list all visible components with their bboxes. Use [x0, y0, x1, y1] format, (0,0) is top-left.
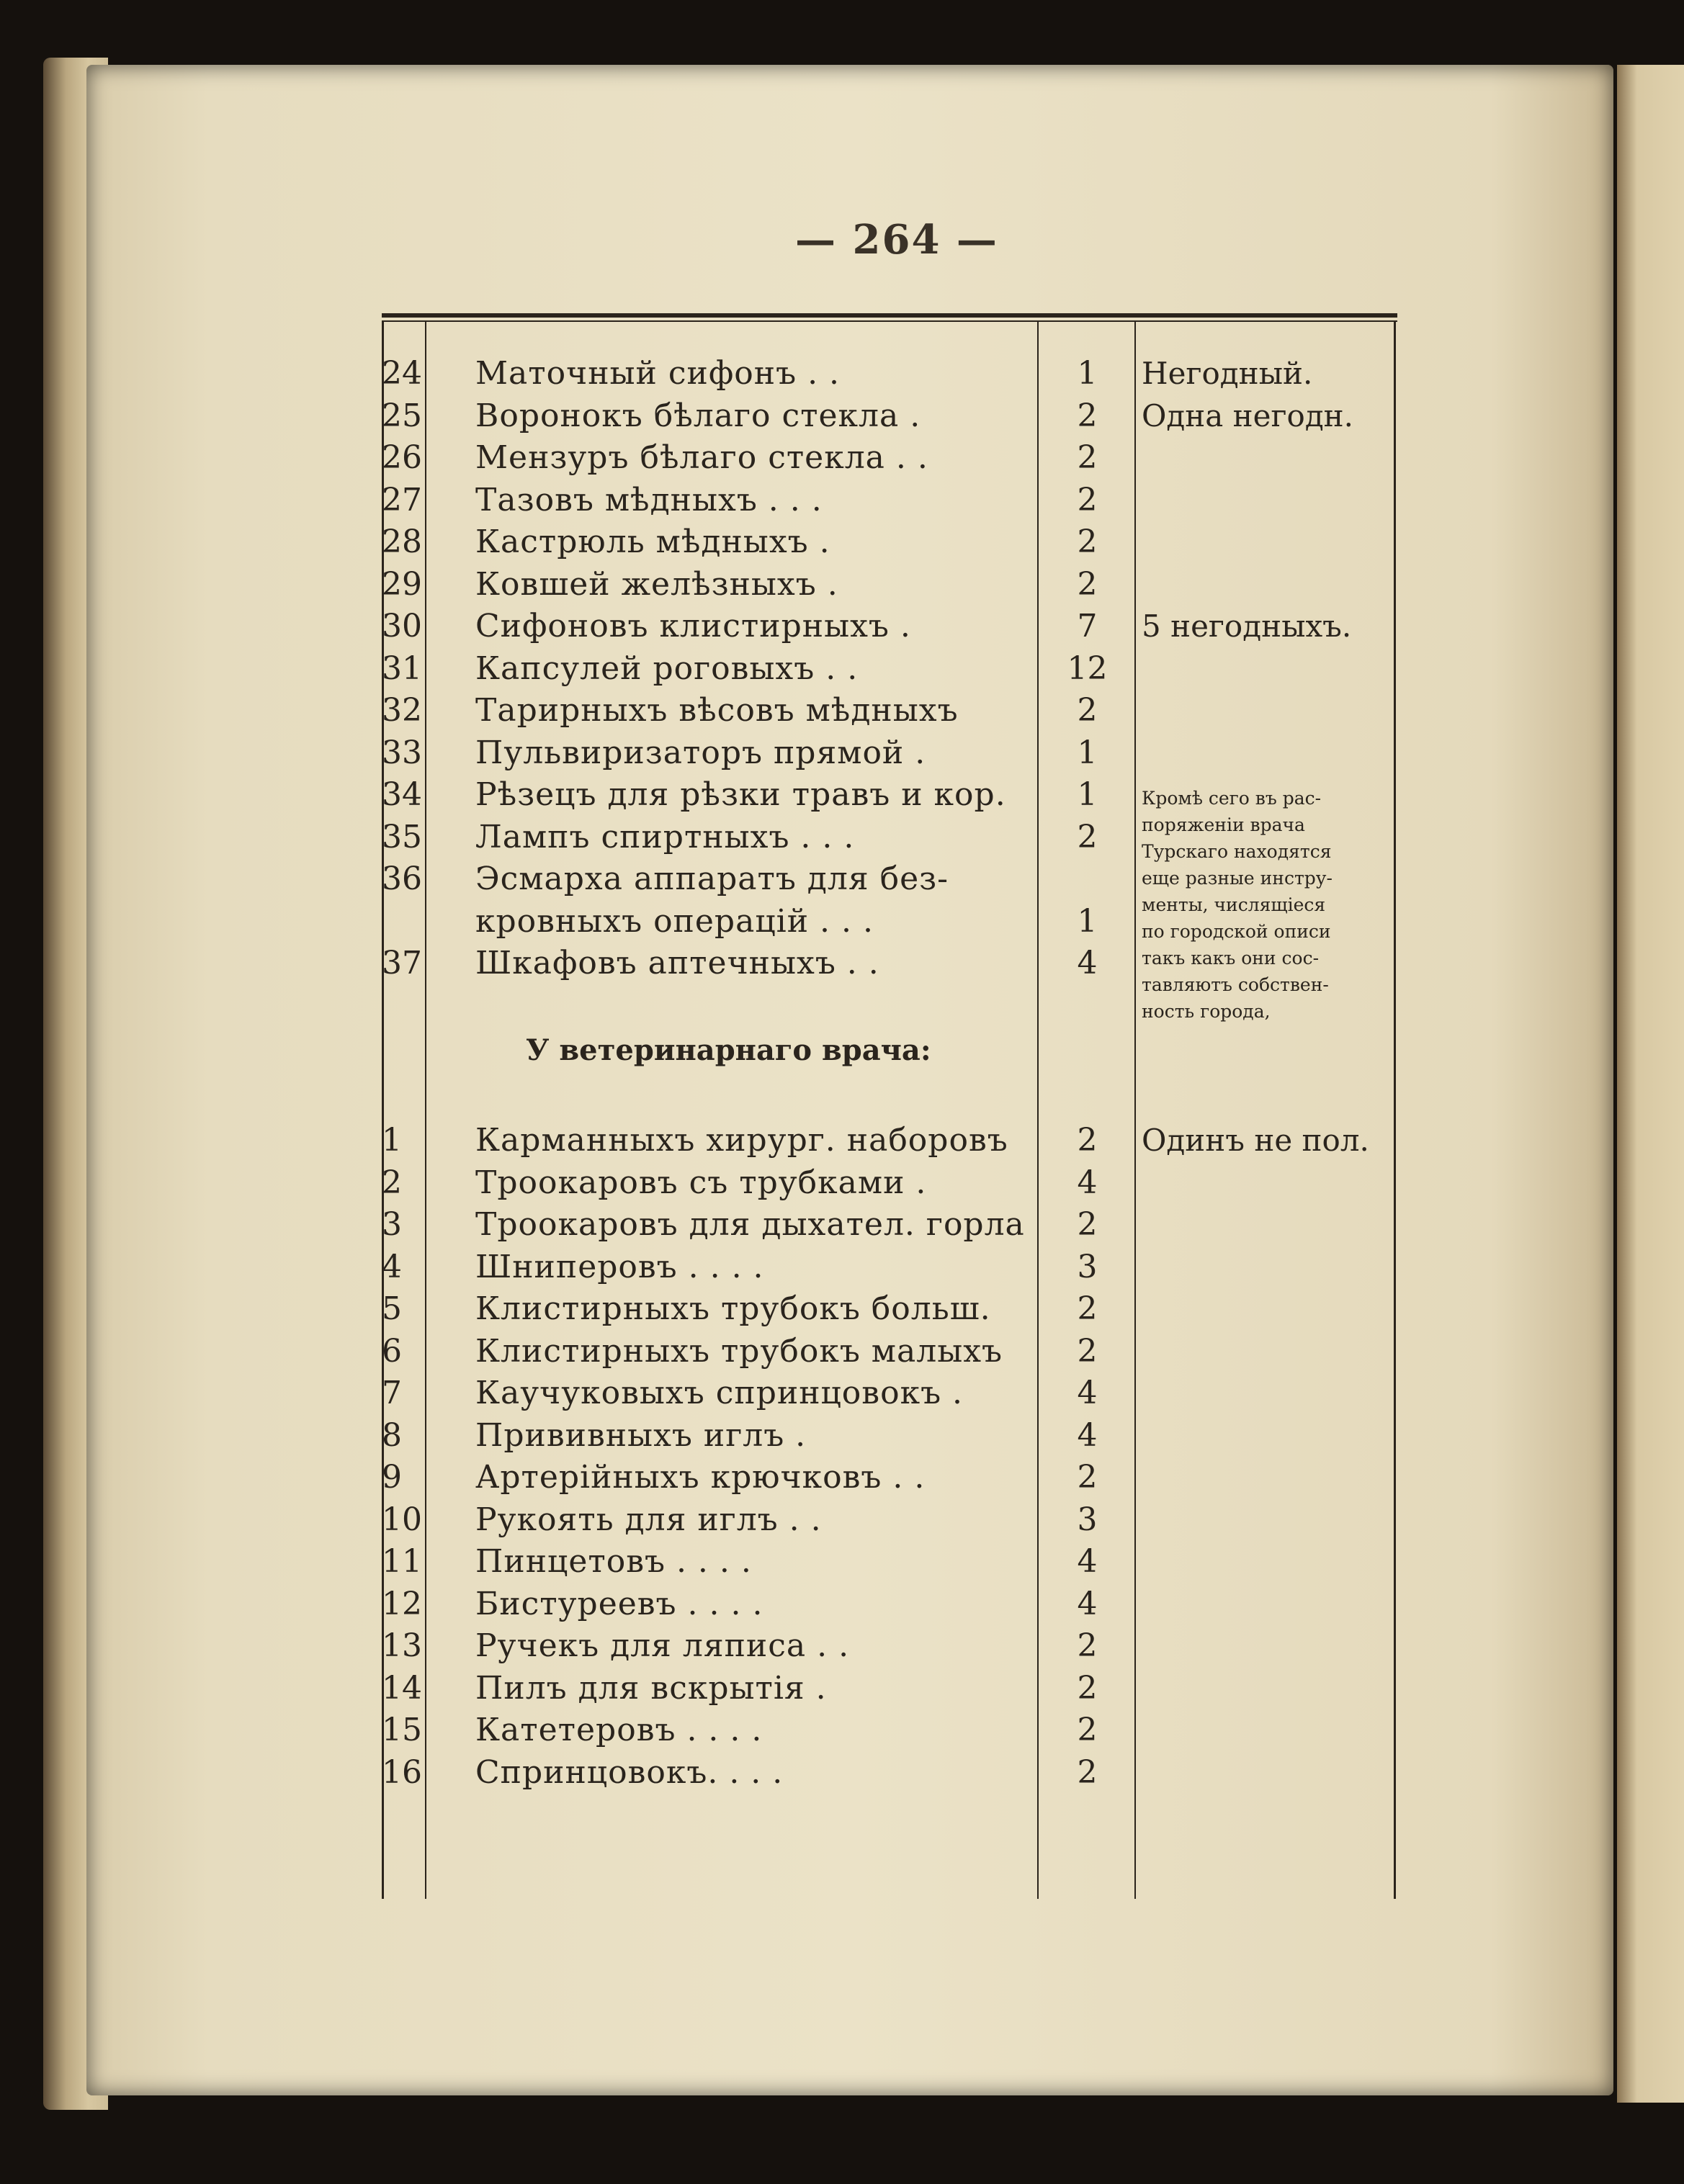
- side-note: [1142, 785, 1390, 1025]
- item-name: Эсмарха аппаратъ для без-: [475, 860, 949, 897]
- side-note-line: еще разные инстру-: [1142, 868, 1333, 889]
- item-name: Лампъ спиртныхъ . . .: [475, 818, 855, 855]
- item-name: Кастрюль мѣдныхъ .: [475, 523, 830, 560]
- item-name: Сифоновъ клистирныхъ .: [475, 608, 911, 644]
- item-name: Спринцовокъ. . . .: [475, 1753, 784, 1791]
- item-quantity: 3: [1077, 1248, 1098, 1285]
- page-number: — 264 —: [795, 216, 998, 264]
- table-row: [382, 606, 1397, 647]
- table-row: [382, 732, 1397, 774]
- item-quantity: 2: [1077, 1669, 1098, 1707]
- item-quantity: 12: [1067, 650, 1108, 687]
- row-number: 13: [382, 1627, 422, 1664]
- item-name: Шкафовъ аптечныхъ . .: [475, 945, 879, 981]
- item-name: Троокаровъ для дыхател. горла: [475, 1206, 1025, 1243]
- table-row: [382, 395, 1397, 437]
- item-quantity: 4: [1077, 1164, 1098, 1201]
- table-row: [382, 1457, 1397, 1498]
- table-row: [382, 1583, 1397, 1625]
- item-name: Пульвиризаторъ прямой .: [475, 734, 926, 771]
- item-name: Капсулей роговыхъ . .: [475, 650, 859, 687]
- item-note: 5 негодныхъ.: [1142, 608, 1352, 644]
- item-name: Маточный сифонъ . .: [475, 355, 841, 392]
- row-number: 16: [382, 1753, 422, 1791]
- row-number: 35: [382, 818, 422, 855]
- table-row: [382, 437, 1397, 479]
- item-name: Пилъ для вскрытія .: [475, 1669, 827, 1707]
- inventory-table: [382, 313, 1397, 1908]
- side-note-line: ность города,: [1142, 1001, 1271, 1022]
- row-number: 34: [382, 776, 422, 813]
- item-name: Шниперовъ . . . .: [475, 1248, 764, 1285]
- side-note-line: Турскаго находятся: [1142, 841, 1332, 862]
- item-name: Прививныхъ иглъ .: [475, 1416, 807, 1454]
- next-page-edge: [1617, 65, 1684, 2103]
- table-row: [382, 1625, 1397, 1667]
- table-row: [382, 353, 1397, 395]
- row-number: 29: [382, 565, 422, 603]
- item-name: Пинцетовъ . . . .: [475, 1543, 752, 1580]
- item-quantity: 2: [1077, 1332, 1098, 1370]
- row-number: 3: [382, 1206, 402, 1243]
- item-quantity: 4: [1077, 945, 1098, 981]
- row-number: 30: [382, 608, 422, 644]
- item-quantity: 4: [1077, 1375, 1098, 1411]
- table-row: [382, 1331, 1397, 1372]
- item-quantity: 2: [1077, 565, 1098, 603]
- item-name: Клистирныхъ трубокъ больш.: [475, 1290, 991, 1327]
- row-number: 2: [382, 1164, 402, 1201]
- item-quantity: 3: [1077, 1501, 1098, 1538]
- side-note-line: поряженіи врача: [1142, 814, 1305, 835]
- row-number: 31: [382, 650, 422, 687]
- row-number: 15: [382, 1712, 422, 1748]
- table-row: [382, 1246, 1397, 1288]
- item-name: Ручекъ для ляписа . .: [475, 1627, 850, 1664]
- item-quantity: 2: [1077, 397, 1098, 434]
- table-row: [382, 1709, 1397, 1751]
- item-quantity: 2: [1077, 523, 1098, 560]
- row-number: 24: [382, 355, 422, 392]
- row-number: 33: [382, 734, 422, 771]
- item-quantity: 2: [1077, 1290, 1098, 1327]
- row-number: 25: [382, 397, 422, 434]
- row-number: 36: [382, 860, 422, 897]
- item-quantity: 2: [1077, 1753, 1098, 1791]
- item-name: Артерійныхъ крючковъ . .: [475, 1459, 926, 1496]
- row-number: 9: [382, 1459, 402, 1496]
- table-row: [382, 648, 1397, 690]
- item-name: Бистуреевъ . . . .: [475, 1585, 763, 1622]
- table-row: [382, 1372, 1397, 1414]
- item-name: Каучуковыхъ спринцовокъ .: [475, 1375, 964, 1411]
- item-name: Клистирныхъ трубокъ малыхъ: [475, 1332, 1003, 1370]
- item-quantity: 4: [1077, 1585, 1098, 1622]
- table-row: [382, 480, 1397, 521]
- item-quantity: 2: [1077, 439, 1098, 476]
- item-name: Карманныхъ хирург. наборовъ: [475, 1122, 1008, 1159]
- row-number: 1: [382, 1122, 402, 1159]
- item-quantity: 2: [1077, 1206, 1098, 1243]
- table-top-rule-thin: [382, 320, 1397, 322]
- row-number: 7: [382, 1375, 402, 1411]
- table-row: [382, 521, 1397, 563]
- item-name: Катетеровъ . . . .: [475, 1712, 763, 1748]
- item-note: Одна негодн.: [1142, 397, 1354, 433]
- row-number: 4: [382, 1248, 402, 1285]
- item-quantity: 2: [1077, 818, 1098, 855]
- table-row: [382, 1541, 1397, 1583]
- side-note-line: по городской описи: [1142, 921, 1331, 942]
- item-name: Воронокъ бѣлаго стекла .: [475, 397, 921, 434]
- item-name: Рѣзецъ для рѣзки травъ и кор.: [475, 776, 1006, 813]
- item-quantity: 4: [1077, 1416, 1098, 1454]
- item-quantity: 7: [1077, 608, 1098, 644]
- section-subheading: У ветеринарнаго врача:: [526, 1033, 931, 1067]
- row-number: 11: [382, 1543, 422, 1580]
- item-quantity: 2: [1077, 1122, 1098, 1159]
- row-number: 12: [382, 1585, 422, 1622]
- table-row: [382, 1499, 1397, 1541]
- table-row: [382, 1415, 1397, 1457]
- item-name: Мензуръ бѣлаго стекла . .: [475, 439, 928, 476]
- item-quantity: 2: [1077, 481, 1098, 518]
- row-number: 14: [382, 1669, 422, 1707]
- row-number: 6: [382, 1332, 402, 1370]
- side-note-line: менты, числящіеся: [1142, 894, 1326, 915]
- table-row: [382, 1204, 1397, 1246]
- table-row: [382, 1288, 1397, 1330]
- item-quantity: 2: [1077, 1459, 1098, 1496]
- table-row: [382, 690, 1397, 732]
- item-quantity: 1: [1077, 355, 1098, 392]
- item-quantity: 1: [1077, 902, 1098, 940]
- item-quantity: 4: [1077, 1543, 1098, 1580]
- table-row: [382, 1752, 1397, 1794]
- row-number: 27: [382, 481, 422, 518]
- item-name: кровныхъ операцій . . .: [475, 902, 874, 940]
- side-note-line: такъ какъ они сос-: [1142, 948, 1320, 969]
- side-note-line: Кромѣ сего въ рас-: [1142, 788, 1322, 809]
- table-top-rule: [382, 313, 1397, 318]
- table-row: [382, 564, 1397, 606]
- row-number: 5: [382, 1290, 402, 1327]
- item-name: Рукоять для иглъ . .: [475, 1501, 822, 1538]
- item-quantity: 2: [1077, 692, 1098, 729]
- item-quantity: 2: [1077, 1712, 1098, 1748]
- item-name: Ковшей желѣзныхъ .: [475, 565, 838, 603]
- item-name: Троокаровъ съ трубками .: [475, 1164, 927, 1201]
- table-row: [382, 1668, 1397, 1709]
- row-number: 28: [382, 523, 422, 560]
- row-number: 32: [382, 692, 422, 729]
- item-note: Негодный.: [1142, 356, 1313, 391]
- table-row: [382, 1162, 1397, 1204]
- row-number: 26: [382, 439, 422, 476]
- item-note: Одинъ не пол.: [1142, 1123, 1369, 1158]
- table-row: [382, 1120, 1397, 1161]
- side-note-line: тавляютъ собствен-: [1142, 974, 1329, 995]
- row-number: 10: [382, 1501, 422, 1538]
- item-quantity: 1: [1077, 776, 1098, 813]
- row-number: 8: [382, 1416, 402, 1454]
- item-quantity: 2: [1077, 1627, 1098, 1664]
- item-quantity: 1: [1077, 734, 1098, 771]
- row-number: 37: [382, 945, 422, 981]
- item-name: Тазовъ мѣдныхъ . . .: [475, 481, 823, 518]
- item-name: Тарирныхъ вѣсовъ мѣдныхъ: [475, 692, 959, 729]
